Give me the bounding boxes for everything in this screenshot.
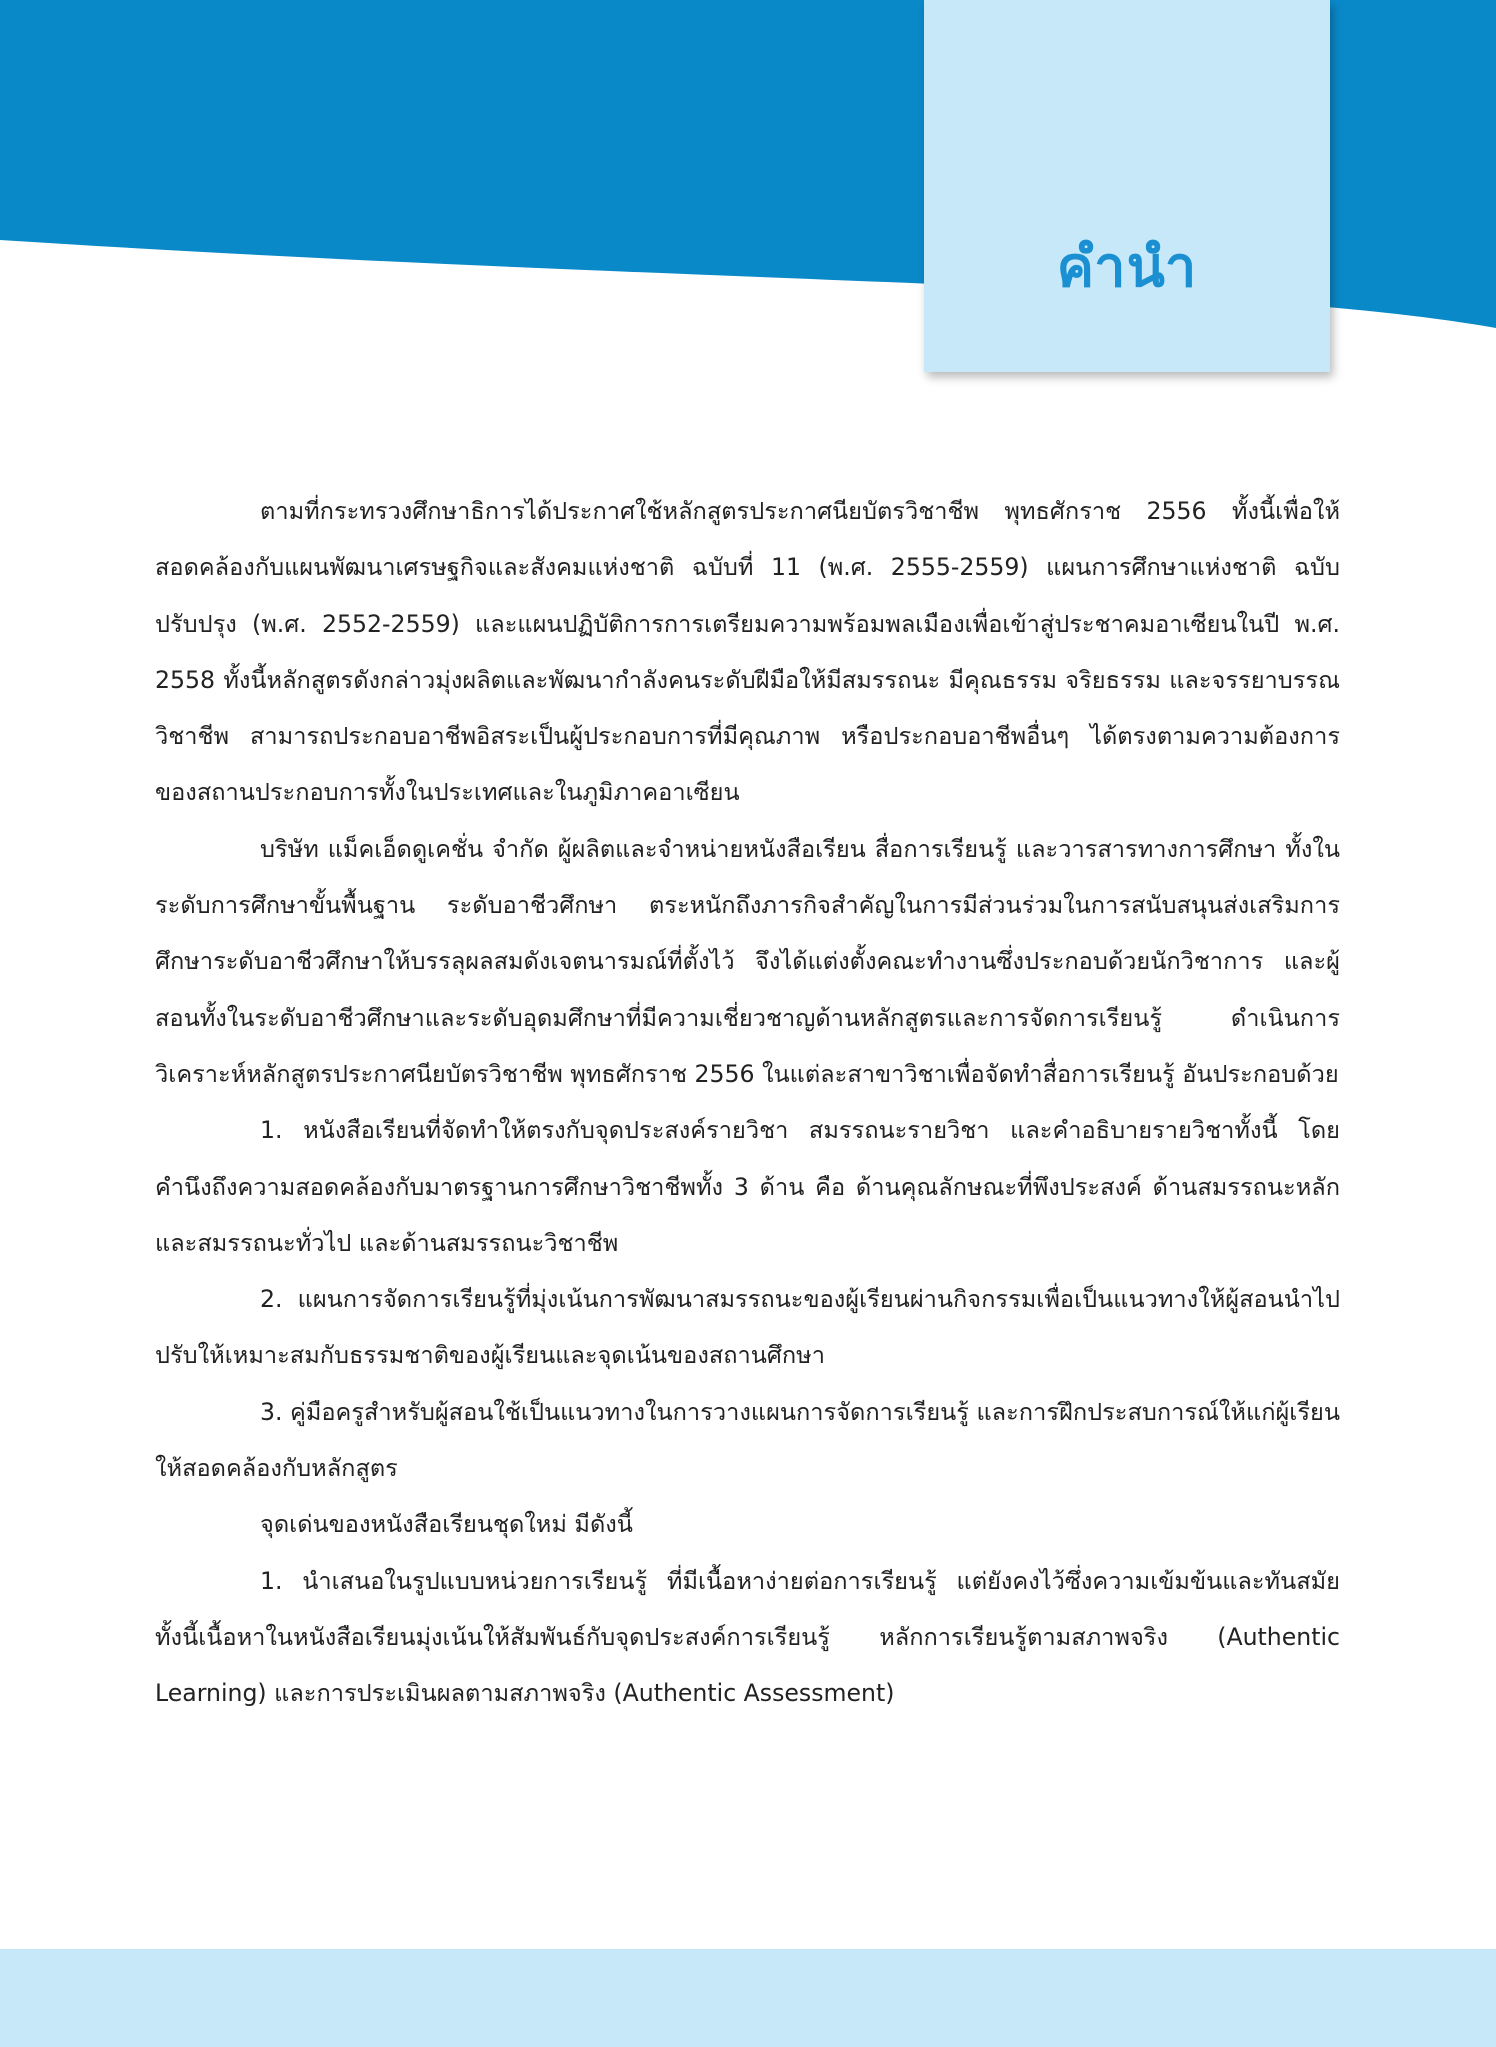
list-item-lesson-plan: 2. แผนการจัดการเรียนรู้ที่มุ่งเน้นการพัฒนาสมรรถนะของผู้เรียนผ่านกิจกรรมเพื่อเป็นแนวทางให้ผู้สอนนำไปปรับให้เหมาะสมกับธรรมชาติของผู้เรียนและจุดเน้นของสถานศึกษา — [155, 1285, 1340, 1370]
footer-band — [0, 1949, 1496, 2047]
list-item-teacher-guide: 3. คู่มือครูสำหรับผู้สอนใช้เป็นแนวทางในการวางแผนการจัดการเรียนรู้ และการฝึกประสบการณ์ให้แก่ผู้เรียนให้สอดคล้องกับหลักสูตร — [155, 1397, 1340, 1483]
paragraph-company: บริษัท แม็คเอ็ดดูเคชั่น จำกัด ผู้ผลิตและจำหน่ายหนังสือเรียน สื่อการเรียนรู้ และวารสารทางการศึกษา ทั้งในระดับการศึกษาขั้นพื้นฐาน ระดับอาชีวศึกษา ตระหนักถึงภารกิจสำคัญในการมีส่วนร่วมในการสนับสนุนส่งเสริมการศึกษาระดับอาชีวศึกษาให้บรรลุผลสมดังเจตนารมณ์ที่ตั้งไว้ จึงได้แต่งตั้งคณะทำงานซึ่งประกอบด้วยนักวิชาการ และผู้สอนทั้งในระดับอาชีวศึกษาและระดับอุดมศึกษาที่มีความเชี่ยวชาญด้านหลักสูตรและการจัดการเรียนรู้ ดำเนินการวิเคราะห์หลักสูตรประกาศนียบัตรวิชาชีพ พุทธศักราช 2556 ในแต่ละสาขาวิชาเพื่อจัดทำสื่อการเรียนรู้ อันประกอบด้วย — [155, 834, 1340, 1088]
title-box — [924, 0, 1330, 372]
list-item-textbook: 1. หนังสือเรียนที่จัดทำให้ตรงกับจุดประสงค์รายวิชา สมรรถนะรายวิชา และคำอธิบายรายวิชาทั้งนี้ โดยคำนึงถึงความสอดคล้องกับมาตรฐานการศึกษาวิชาชีพทั้ง 3 ด้าน คือ ด้านคุณลักษณะที่พึงประสงค์ ด้านสมรรถนะหลักและสมรรถนะทั่วไป และด้านสมรรถนะวิชาชีพ — [155, 1116, 1340, 1257]
paragraph-intro: ตามที่กระทรวงศึกษาธิการได้ประกาศใช้หลักสูตรประกาศนียบัตรวิชาชีพ พุทธศักราช 2556 ทั้งนี้เพื่อให้สอดคล้องกับแผนพัฒนาเศรษฐกิจและสังคมแห่งชาติ ฉบับที่ 11 (พ.ศ. 2555-2559) แผนการศึกษาแห่งชาติ ฉบับปรับปรุง (พ.ศ. 2552-2559) และแผนปฏิบัติการการเตรียมความพร้อมพลเมืองเพื่อเข้าสู่ประชาคมอาเซียนในปี พ.ศ. 2558 ทั้งนี้หลักสูตรดังกล่าวมุ่งผลิตและพัฒนากำลังคนระดับฝีมือให้มีสมรรถนะ มีคุณธรรม จริยธรรม และจรรยาบรรณวิชาชีพ สามารถประกอบอาชีพอิสระเป็นผู้ประกอบการที่มีคุณภาพ หรือประกอบอาชีพอื่นๆ ได้ตรงตามความต้องการของสถานประกอบการทั้งในประเทศและในภูมิภาคอาเซียน — [155, 497, 1340, 807]
page-title: คำนำ — [1056, 234, 1198, 300]
body-text — [155, 483, 1340, 1722]
highlights-heading: จุดเด่นของหนังสือเรียนชุดใหม่ มีดังนี้ — [260, 1510, 633, 1539]
list-item-highlight-1: 1. นำเสนอในรูปแบบหน่วยการเรียนรู้ ที่มีเนื้อหาง่ายต่อการเรียนรู้ แต่ยังคงไว้ซึ่งความเข้มข้นและทันสมัย ทั้งนี้เนื้อหาในหนังสือเรียนมุ่งเน้นให้สัมพันธ์กับจุดประสงค์การเรียนรู้ หลักการเรียนรู้ตามสภาพจริง (Authentic Learning) และการประเมินผลตามสภาพจริง (Authentic Assessment) — [155, 1566, 1340, 1708]
